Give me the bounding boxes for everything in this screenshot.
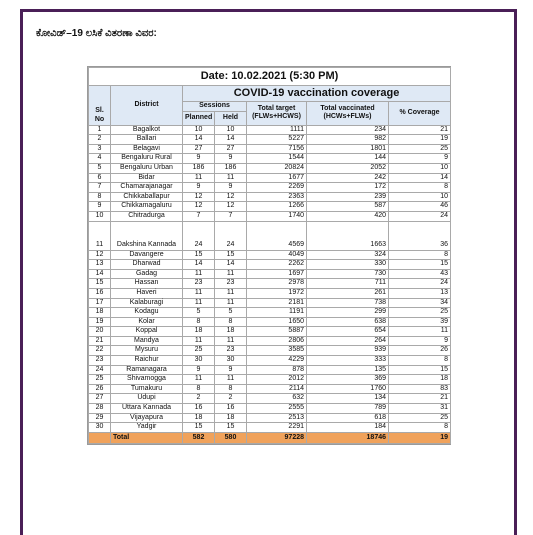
header-held: Held [215,111,247,125]
row-target: 1650 [247,317,307,327]
row-vaccinated: 172 [307,183,389,193]
row-district: Davangere [111,250,183,260]
row-coverage: 9 [389,336,451,346]
row-held: 15 [215,423,247,433]
row-coverage: 34 [389,298,451,308]
row-target: 3585 [247,346,307,356]
row-target: 2555 [247,404,307,414]
row-planned: 16 [183,404,215,414]
total-target: 97228 [247,432,307,443]
row-vaccinated: 330 [307,260,389,270]
row-held: 15 [215,250,247,260]
row-district: Dakshina Kannada [111,221,183,250]
row-district: Uttara Kannada [111,404,183,414]
row-held: 186 [215,163,247,173]
table-row [89,260,451,270]
row-vaccinated: 654 [307,327,389,337]
page-heading: ಕೋವಿಡ್–19 ಲಸಿಕೆ ವಿತರಣಾ ವಿವರ: [36,28,157,39]
row-target: 1697 [247,269,307,279]
row-planned: 25 [183,346,215,356]
table-row [89,346,451,356]
row-held: 11 [215,298,247,308]
row-district: Kalaburagi [111,298,183,308]
row-held: 2 [215,394,247,404]
table-body [89,125,451,432]
row-vaccinated: 134 [307,394,389,404]
row-planned: 11 [183,375,215,385]
row-coverage: 10 [389,163,451,173]
row-held: 11 [215,288,247,298]
row-sl: 9 [89,202,111,212]
row-vaccinated: 299 [307,308,389,318]
row-target: 2114 [247,384,307,394]
row-held: 14 [215,260,247,270]
row-planned: 8 [183,317,215,327]
header-district: District [111,86,183,126]
row-vaccinated: 738 [307,298,389,308]
row-target: 1740 [247,211,307,221]
row-vaccinated: 730 [307,269,389,279]
table-row [89,221,451,250]
row-sl: 11 [89,221,111,250]
row-sl: 17 [89,298,111,308]
row-sl: 20 [89,327,111,337]
row-vaccinated: 2052 [307,163,389,173]
table-row [89,144,451,154]
table-row [89,375,451,385]
table-row [89,279,451,289]
row-held: 24 [215,221,247,250]
row-sl: 6 [89,173,111,183]
header-target: Total target (FLWs+HCWS) [247,102,307,126]
row-sl: 15 [89,279,111,289]
row-held: 12 [215,202,247,212]
row-planned: 11 [183,173,215,183]
table-row [89,327,451,337]
row-target: 2269 [247,183,307,193]
row-target: 2363 [247,192,307,202]
row-held: 11 [215,375,247,385]
row-planned: 8 [183,384,215,394]
row-sl: 26 [89,384,111,394]
document-frame [20,9,517,535]
table-row [89,365,451,375]
row-held: 10 [215,125,247,135]
row-sl: 3 [89,144,111,154]
row-vaccinated: 261 [307,288,389,298]
row-held: 16 [215,404,247,414]
table-row [89,163,451,173]
row-coverage: 39 [389,317,451,327]
report-date: Date: 10.02.2021 (5:30 PM) [89,68,451,86]
table-row [89,356,451,366]
row-planned: 18 [183,413,215,423]
row-coverage: 8 [389,356,451,366]
row-sl: 2 [89,135,111,145]
row-district: Gadag [111,269,183,279]
row-held: 12 [215,192,247,202]
row-vaccinated: 242 [307,173,389,183]
row-vaccinated: 184 [307,423,389,433]
row-sl: 5 [89,163,111,173]
row-coverage: 11 [389,327,451,337]
row-district: Yadgir [111,423,183,433]
row-held: 7 [215,211,247,221]
row-sl: 16 [89,288,111,298]
table-row [89,288,451,298]
row-vaccinated: 324 [307,250,389,260]
row-district: Ramanagara [111,365,183,375]
row-sl: 4 [89,154,111,164]
row-coverage: 83 [389,384,451,394]
row-vaccinated: 982 [307,135,389,145]
table-row [89,135,451,145]
table-row [89,394,451,404]
row-sl: 1 [89,125,111,135]
row-sl: 22 [89,346,111,356]
row-coverage: 31 [389,404,451,414]
row-held: 14 [215,135,247,145]
row-target: 632 [247,394,307,404]
row-vaccinated: 1663 [307,221,389,250]
row-planned: 10 [183,125,215,135]
row-target: 7156 [247,144,307,154]
row-target: 1191 [247,308,307,318]
row-planned: 23 [183,279,215,289]
row-held: 9 [215,365,247,375]
row-target: 1677 [247,173,307,183]
row-sl: 12 [89,250,111,260]
row-district: Kodagu [111,308,183,318]
row-planned: 15 [183,423,215,433]
row-district: Dharwad [111,260,183,270]
row-target: 5887 [247,327,307,337]
header-sl: Sl. No [89,86,111,126]
row-coverage: 25 [389,144,451,154]
row-coverage: 19 [389,135,451,145]
row-sl: 27 [89,394,111,404]
row-sl: 19 [89,317,111,327]
row-sl: 24 [89,365,111,375]
row-sl: 28 [89,404,111,414]
row-coverage: 8 [389,250,451,260]
vaccination-report [87,66,451,445]
row-held: 11 [215,269,247,279]
row-district: Tumakuru [111,384,183,394]
row-target: 1111 [247,125,307,135]
row-coverage: 26 [389,346,451,356]
row-coverage: 9 [389,154,451,164]
table-row [89,298,451,308]
row-held: 27 [215,144,247,154]
row-target: 2806 [247,336,307,346]
row-district: Chitradurga [111,211,183,221]
row-district: Chikkamagaluru [111,202,183,212]
table-row [89,173,451,183]
row-coverage: 24 [389,279,451,289]
row-sl: 7 [89,183,111,193]
row-planned: 18 [183,327,215,337]
row-vaccinated: 420 [307,211,389,221]
vaccination-table [88,67,451,444]
row-held: 5 [215,308,247,318]
row-target: 2012 [247,375,307,385]
row-target: 2978 [247,279,307,289]
row-vaccinated: 234 [307,125,389,135]
row-planned: 9 [183,183,215,193]
row-vaccinated: 239 [307,192,389,202]
row-district: Koppal [111,327,183,337]
row-target: 4229 [247,356,307,366]
row-coverage: 8 [389,423,451,433]
row-coverage: 8 [389,183,451,193]
row-coverage: 36 [389,221,451,250]
row-district: Bengaluru Rural [111,154,183,164]
total-row [89,432,451,443]
table-row [89,384,451,394]
table-title: COVID-19 vaccination coverage [183,86,451,102]
row-target: 1544 [247,154,307,164]
row-vaccinated: 135 [307,365,389,375]
row-target: 2181 [247,298,307,308]
row-vaccinated: 789 [307,404,389,414]
row-held: 11 [215,173,247,183]
total-held: 580 [215,432,247,443]
total-label: Total [111,432,183,443]
row-vaccinated: 1760 [307,384,389,394]
row-coverage: 10 [389,192,451,202]
header-planned: Planned [183,111,215,125]
row-target: 1266 [247,202,307,212]
row-vaccinated: 939 [307,346,389,356]
row-vaccinated: 638 [307,317,389,327]
row-target: 1972 [247,288,307,298]
row-coverage: 15 [389,260,451,270]
total-coverage: 19 [389,432,451,443]
row-target: 20824 [247,163,307,173]
row-planned: 12 [183,202,215,212]
row-district: Bidar [111,173,183,183]
row-vaccinated: 618 [307,413,389,423]
row-vaccinated: 333 [307,356,389,366]
row-held: 9 [215,183,247,193]
table-row [89,404,451,414]
row-planned: 2 [183,394,215,404]
row-district: Kolar [111,317,183,327]
row-coverage: 25 [389,308,451,318]
row-vaccinated: 144 [307,154,389,164]
row-planned: 12 [183,192,215,202]
row-planned: 15 [183,250,215,260]
row-sl: 14 [89,269,111,279]
row-district: Ballari [111,135,183,145]
row-planned: 7 [183,211,215,221]
row-target: 4049 [247,250,307,260]
row-district: Belagavi [111,144,183,154]
row-target: 2513 [247,413,307,423]
table-row [89,423,451,433]
row-coverage: 21 [389,394,451,404]
table-row [89,183,451,193]
row-target: 878 [247,365,307,375]
table-row [89,250,451,260]
table-row [89,336,451,346]
row-district: Chikkaballapur [111,192,183,202]
row-planned: 24 [183,221,215,250]
table-row [89,125,451,135]
table-row [89,269,451,279]
total-vaccinated: 18746 [307,432,389,443]
row-sl: 30 [89,423,111,433]
row-sl: 21 [89,336,111,346]
row-planned: 14 [183,260,215,270]
table-row [89,413,451,423]
row-vaccinated: 264 [307,336,389,346]
row-sl: 23 [89,356,111,366]
row-planned: 11 [183,298,215,308]
row-planned: 30 [183,356,215,366]
row-sl: 8 [89,192,111,202]
table-row [89,192,451,202]
header-coverage: % Coverage [389,102,451,126]
row-held: 18 [215,327,247,337]
row-planned: 186 [183,163,215,173]
table-row [89,202,451,212]
row-planned: 9 [183,154,215,164]
row-planned: 11 [183,336,215,346]
row-sl: 25 [89,375,111,385]
row-coverage: 25 [389,413,451,423]
row-held: 23 [215,279,247,289]
row-planned: 11 [183,269,215,279]
row-district: Vijayapura [111,413,183,423]
row-coverage: 15 [389,365,451,375]
row-planned: 9 [183,365,215,375]
row-target: 5227 [247,135,307,145]
row-sl: 29 [89,413,111,423]
row-target: 2262 [247,260,307,270]
row-district: Haveri [111,288,183,298]
header-vaccinated: Total vaccinated (HCWs+FLWs) [307,102,389,126]
row-coverage: 24 [389,211,451,221]
table-row [89,317,451,327]
row-planned: 27 [183,144,215,154]
row-district: Raichur [111,356,183,366]
row-held: 23 [215,346,247,356]
row-vaccinated: 1801 [307,144,389,154]
row-held: 8 [215,384,247,394]
row-vaccinated: 369 [307,375,389,385]
row-held: 9 [215,154,247,164]
row-district: Chamarajanagar [111,183,183,193]
row-district: Mandya [111,336,183,346]
row-district: Mysuru [111,346,183,356]
row-held: 8 [215,317,247,327]
table-row [89,308,451,318]
row-held: 30 [215,356,247,366]
row-planned: 11 [183,288,215,298]
row-sl: 13 [89,260,111,270]
row-target: 2291 [247,423,307,433]
row-planned: 5 [183,308,215,318]
row-vaccinated: 711 [307,279,389,289]
row-vaccinated: 587 [307,202,389,212]
row-district: Shivamogga [111,375,183,385]
row-coverage: 13 [389,288,451,298]
header-sessions: Sessions [183,102,247,112]
total-planned: 582 [183,432,215,443]
row-held: 18 [215,413,247,423]
row-planned: 14 [183,135,215,145]
table-row [89,211,451,221]
row-district: Bagalkot [111,125,183,135]
row-held: 11 [215,336,247,346]
row-district: Udupi [111,394,183,404]
row-district: Bengaluru Urban [111,163,183,173]
row-coverage: 46 [389,202,451,212]
row-sl: 18 [89,308,111,318]
row-coverage: 18 [389,375,451,385]
row-target: 4569 [247,221,307,250]
table-row [89,154,451,164]
row-coverage: 43 [389,269,451,279]
row-coverage: 14 [389,173,451,183]
row-sl: 10 [89,211,111,221]
row-coverage: 21 [389,125,451,135]
row-district: Hassan [111,279,183,289]
